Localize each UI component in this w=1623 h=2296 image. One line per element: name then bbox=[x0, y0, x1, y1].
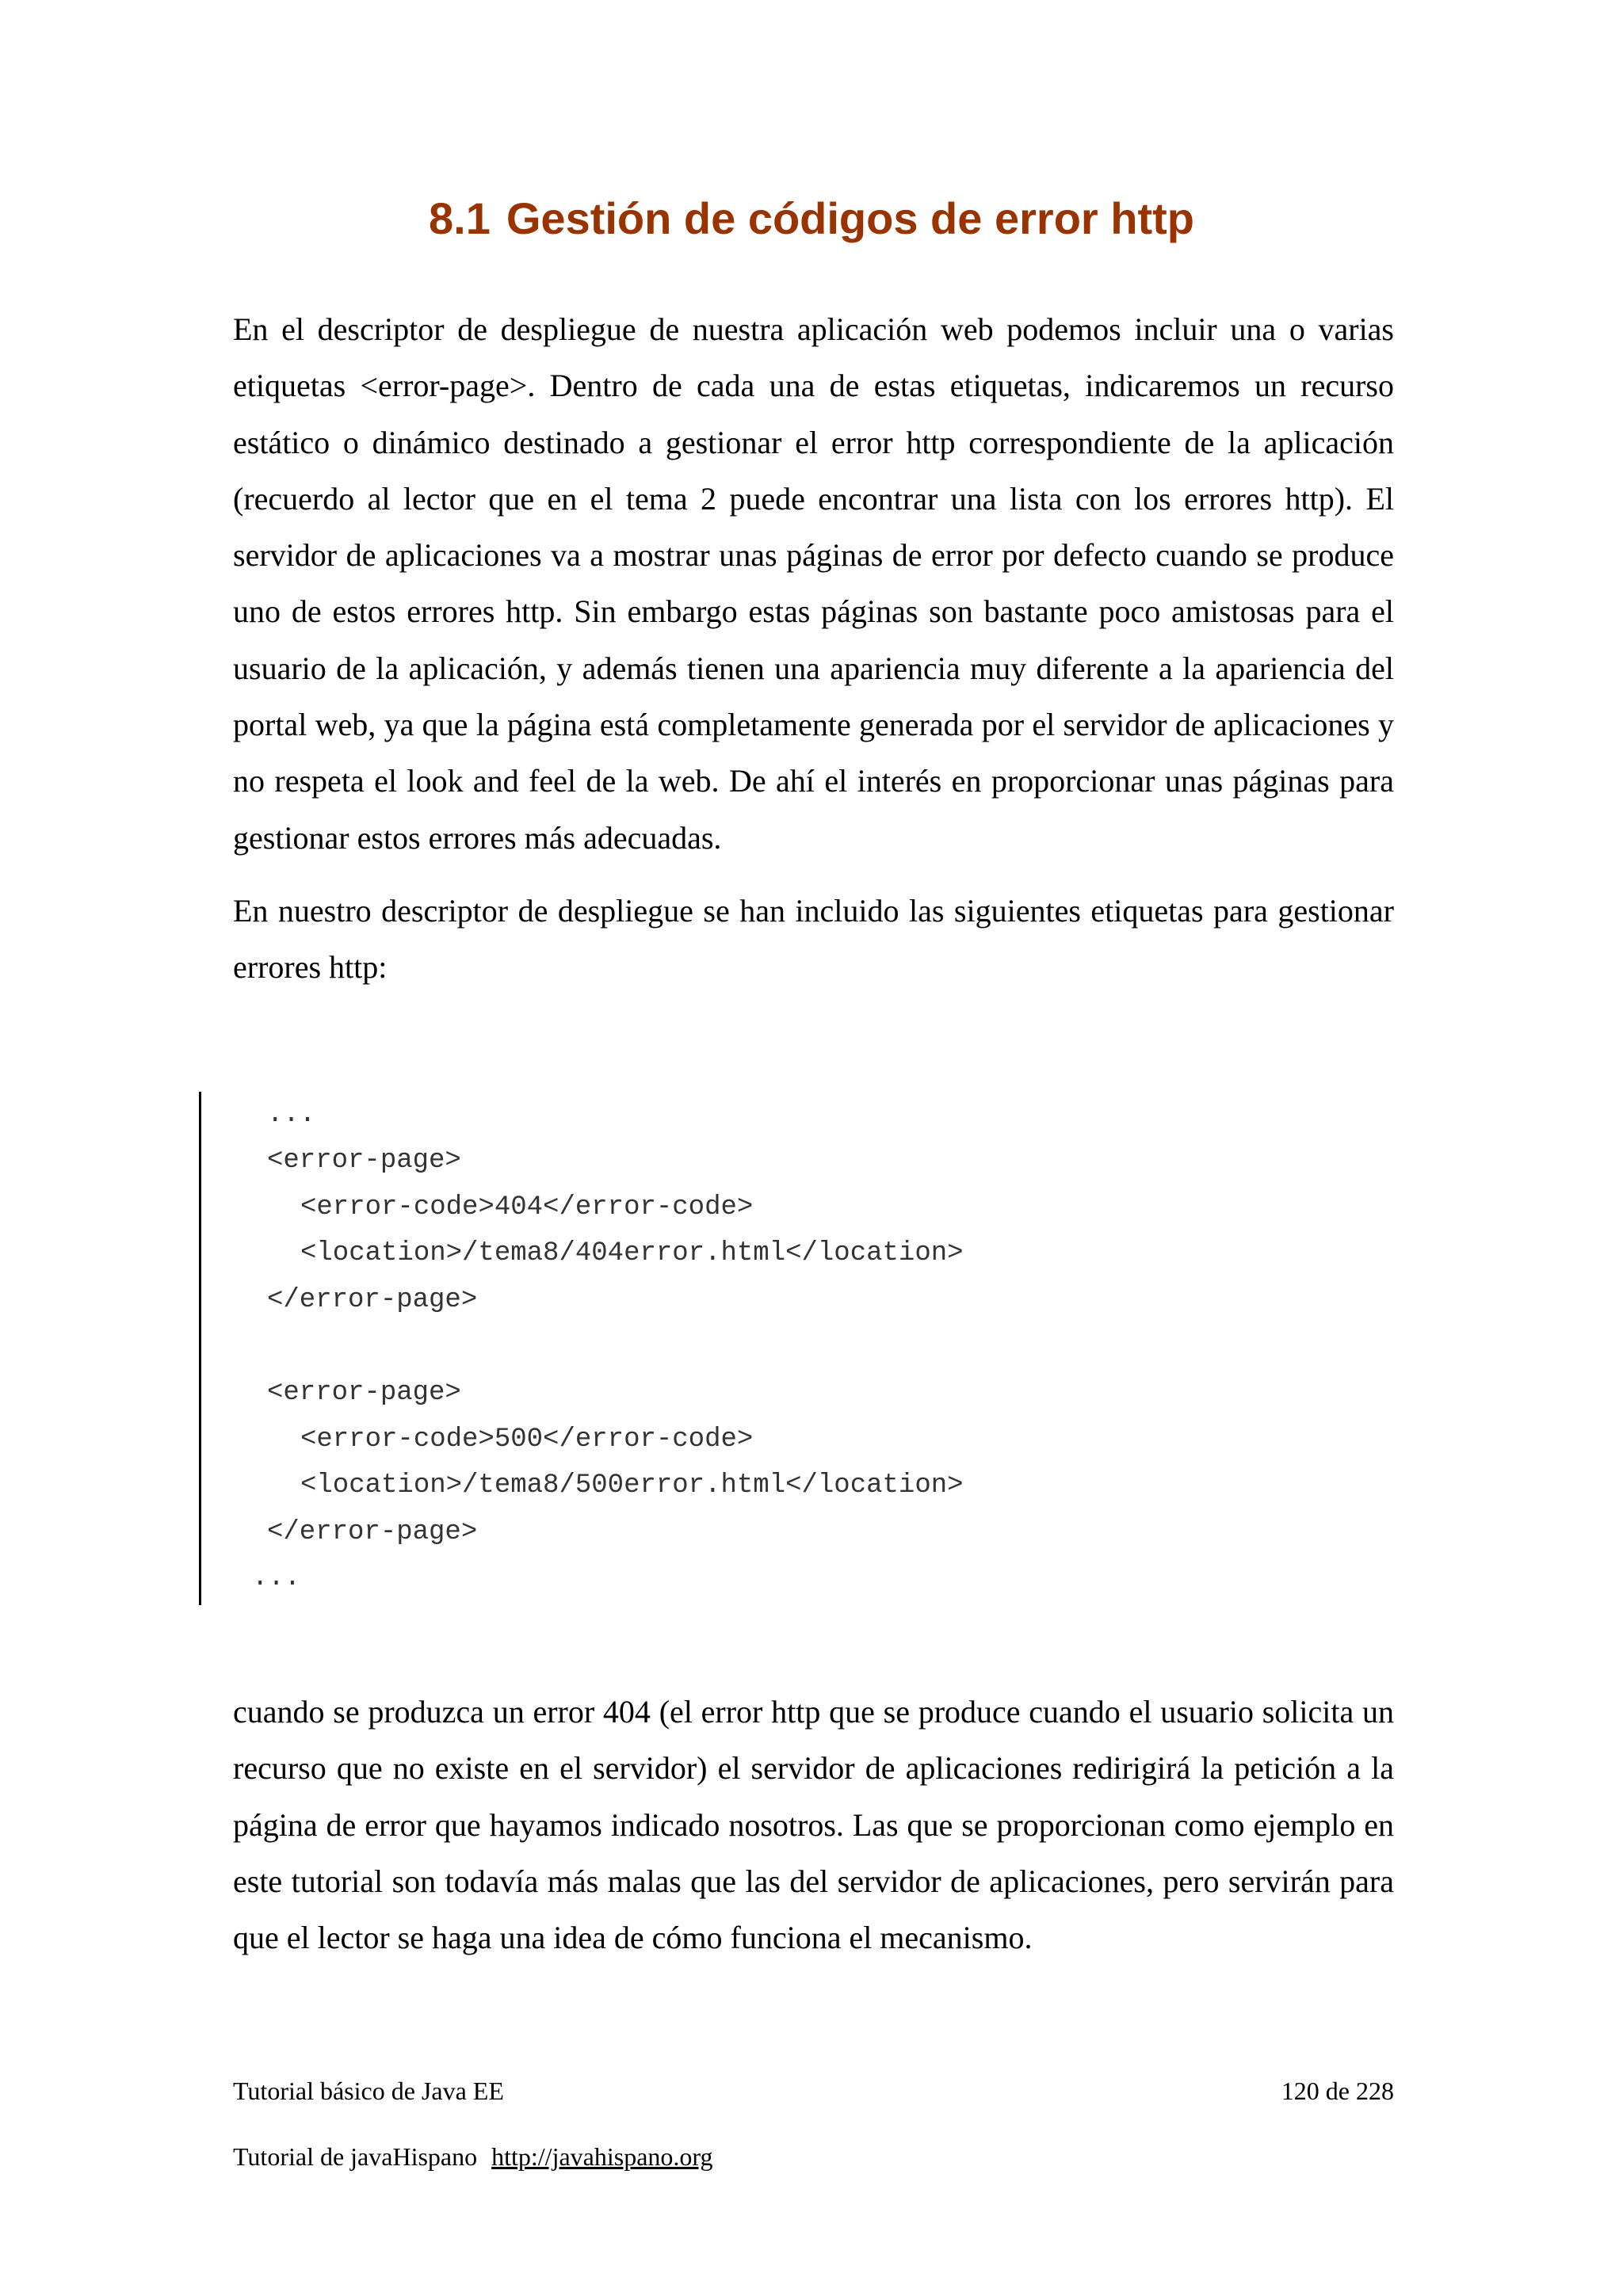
code-line: <error-page> bbox=[267, 1378, 461, 1408]
footer-page-count bbox=[1109, 2073, 1394, 2108]
code-listing bbox=[199, 1092, 1311, 1605]
body-paragraph-descriptor: En nuestro descriptor de despliegue se han incluido las siguientes etiquetas para gestionar errores http: bbox=[233, 893, 1394, 986]
section-heading bbox=[0, 189, 1623, 249]
code-line: </error-page> bbox=[267, 1517, 478, 1547]
code-line: <error-page> bbox=[267, 1146, 461, 1176]
section-number: 8.1 bbox=[429, 193, 491, 243]
code-line: <location>/tema8/500error.html</location> bbox=[300, 1470, 964, 1501]
code-line: <location>/tema8/404error.html</location> bbox=[300, 1238, 964, 1268]
publisher-link[interactable]: http://javahispano.org bbox=[491, 2142, 713, 2171]
page-number: 120 bbox=[1281, 2077, 1319, 2105]
code-line: ... bbox=[267, 1100, 316, 1130]
publisher-name: Tutorial de javaHispano bbox=[233, 2142, 478, 2171]
page-total: 228 bbox=[1356, 2077, 1394, 2105]
section-title: Gestión de códigos de error http bbox=[506, 193, 1194, 243]
code-line: ... bbox=[252, 1563, 301, 1593]
body-paragraph-intro: En el descriptor de despliegue de nuestra aplicación web podemos incluir una o varias etiquetas <error-page>. Dentro de cada una de estas etiquetas, indicaremos un recurso estático o dinámico destinado a gestionar el error http correspondiente de la aplicación (recuerdo al lector que en el tema 2 puede encontrar una lista con los errores http). El servidor de aplicaciones va a mostrar unas páginas de error por defecto cuando se produce uno de estos errores http. Sin embargo estas páginas son bastante poco amistosas para el usuario de la aplicación, y además tienen una apariencia muy diferente a la apariencia del portal web, ya que la página está completamente generada por el servidor de aplicaciones y no respeta el look and feel de la web. De ahí el interés en proporcionar unas páginas para gestionar estos errores más adecuadas. bbox=[233, 311, 1394, 856]
footer-tutorial-name: Tutorial básico de Java EE bbox=[233, 2077, 504, 2105]
page-separator: de bbox=[1325, 2077, 1350, 2105]
code-line: <error-code>500</error-code> bbox=[300, 1425, 754, 1455]
code-line: <error-code>404</error-code> bbox=[300, 1192, 754, 1222]
code-line: </error-page> bbox=[267, 1285, 478, 1315]
body-paragraph-explanation: cuando se produzca un error 404 (el error http que se produce cuando el usuario solicita un recurso que no existe en el servidor) el servidor de aplicaciones redirigirá la petición a la página de error que hayamos indicado nosotros. Las que se proporcionan como ejemplo en este tutorial son todavía más malas que las del servidor de aplicaciones, pero servirán para que el lector se haga una idea de cómo funciona el mecanismo. bbox=[233, 1694, 1394, 1956]
footer-publisher bbox=[233, 2139, 712, 2174]
